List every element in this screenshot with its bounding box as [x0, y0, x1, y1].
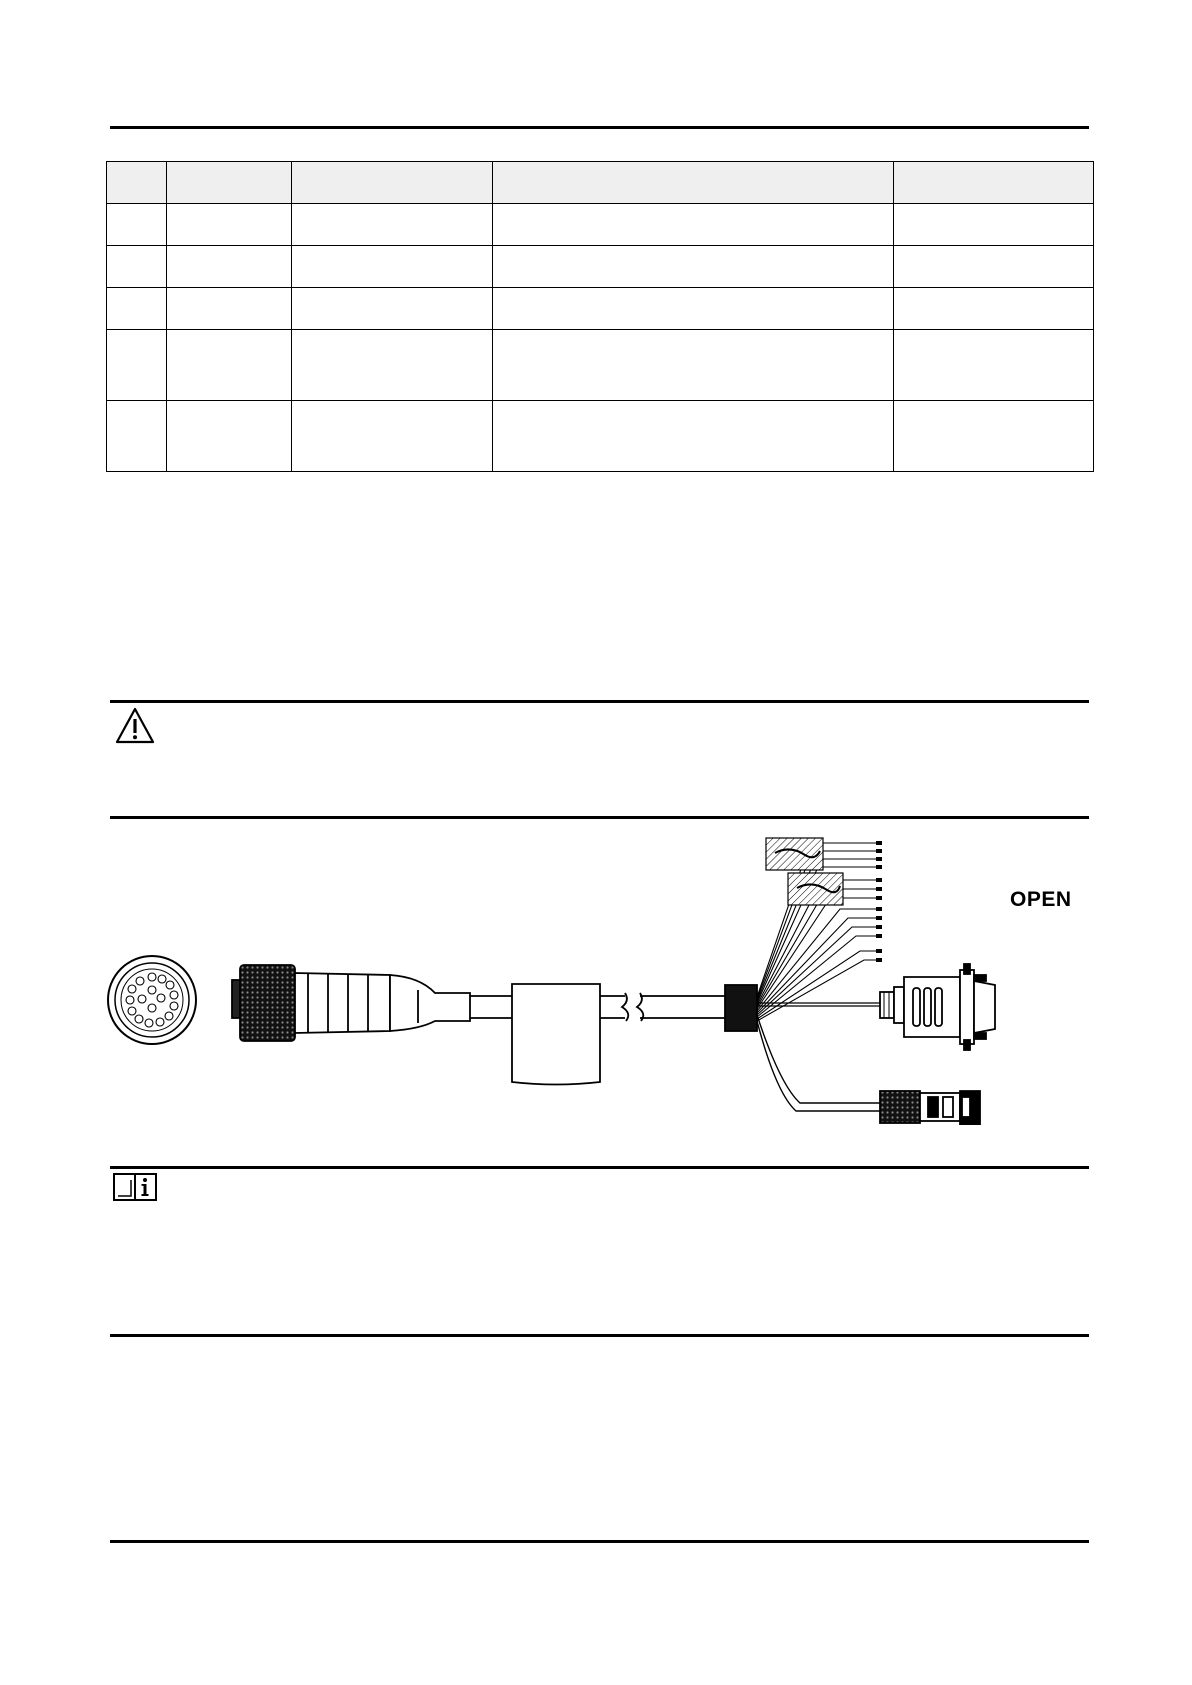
table-cell — [894, 330, 1094, 401]
connector-face — [108, 956, 196, 1044]
table-cell — [107, 204, 167, 246]
table-cell — [167, 204, 292, 246]
table-cell — [107, 330, 167, 401]
table-row — [107, 330, 1094, 401]
table-cell — [167, 288, 292, 330]
wire-tips — [876, 841, 882, 962]
table-header-row — [107, 162, 1094, 204]
table-cell — [493, 401, 894, 472]
table-cell — [292, 246, 493, 288]
spec-table — [106, 161, 1094, 472]
table-cell — [167, 246, 292, 288]
table-header-cell — [493, 162, 894, 204]
top-rule — [110, 126, 1089, 129]
table-header-cell — [107, 162, 167, 204]
table-header-cell — [167, 162, 292, 204]
caution-icon — [114, 706, 156, 746]
circular-plug — [232, 965, 470, 1041]
table-row — [107, 401, 1094, 472]
caution-bottom-rule — [110, 816, 1089, 819]
table-cell — [167, 401, 292, 472]
table-cell — [493, 204, 894, 246]
note-bottom-rule — [110, 1334, 1089, 1337]
table-cell — [493, 246, 894, 288]
main-cable — [470, 984, 757, 1085]
table-cell — [493, 288, 894, 330]
note-icon — [113, 1173, 157, 1201]
table-cell — [292, 288, 493, 330]
open-label: OPEN — [1010, 888, 1072, 911]
table-cell — [107, 288, 167, 330]
table-row — [107, 246, 1094, 288]
note-top-rule — [110, 1166, 1089, 1169]
table-cell — [493, 330, 894, 401]
table-cell — [894, 204, 1094, 246]
table-cell — [894, 288, 1094, 330]
table-header-cell — [292, 162, 493, 204]
cable-diagram — [100, 825, 1100, 1125]
table-cell — [292, 401, 493, 472]
caution-top-rule — [110, 700, 1089, 703]
table-header-cell — [894, 162, 1094, 204]
bottom-rule — [110, 1540, 1089, 1543]
table-cell — [894, 401, 1094, 472]
table-cell — [292, 204, 493, 246]
table-cell — [167, 330, 292, 401]
table-row — [107, 204, 1094, 246]
table-cell — [292, 330, 493, 401]
serial-connector — [757, 964, 995, 1050]
table-row — [107, 288, 1094, 330]
table-cell — [107, 401, 167, 472]
table-cell — [894, 246, 1094, 288]
table-cell — [107, 246, 167, 288]
